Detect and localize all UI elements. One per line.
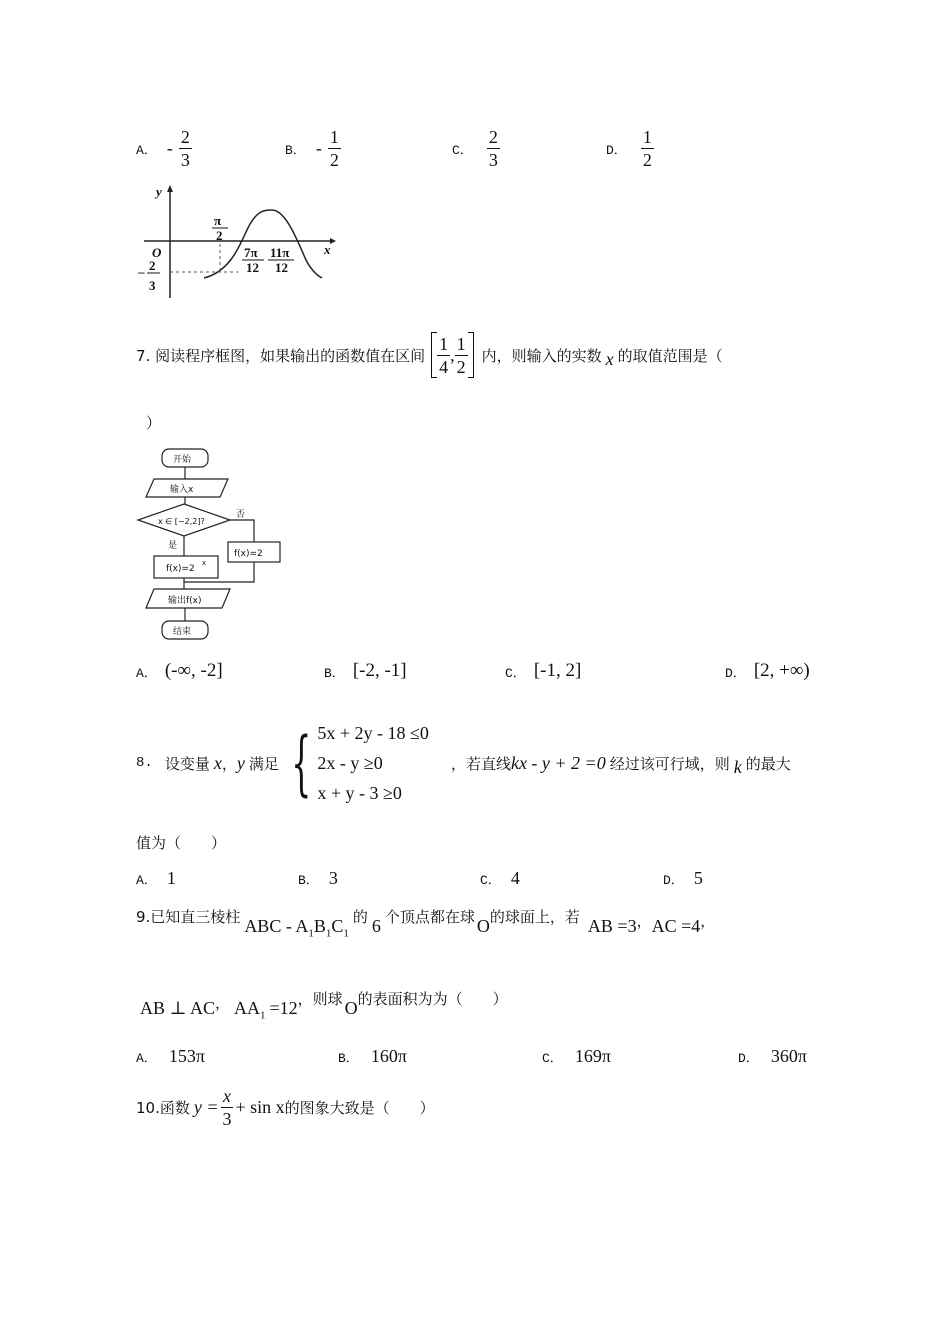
constraint-row-1: 5x + 2y - 18 ≤0 (317, 723, 429, 743)
x-axis-arrow (330, 238, 336, 244)
q9-option-d[interactable] (738, 1046, 807, 1067)
q9-six: 6 (371, 916, 381, 936)
option-label: B． (338, 1051, 359, 1066)
neg-sign: – (138, 264, 145, 279)
q9-option-c[interactable] (542, 1046, 611, 1067)
flow-output: 输出f(x) (168, 596, 202, 606)
q8-var-k: k (733, 756, 742, 777)
option-text: [-2, -1] (352, 660, 407, 681)
flow-input: 输入x (170, 485, 194, 495)
q6-option-d[interactable] (606, 128, 654, 169)
option-fraction: $\frac{1}{2}$ (329, 127, 339, 170)
option-label: A． (136, 1051, 157, 1066)
option-fraction: $\frac{1}{2}$ (642, 127, 652, 170)
q9-comma-2: ， (700, 912, 716, 930)
q9-stem-b: 的 (352, 908, 368, 926)
flow-start: 开始 (173, 455, 192, 465)
q7-flowchart (136, 446, 286, 642)
q8-stem (136, 718, 791, 808)
q9-ab: AB =3 (587, 916, 637, 936)
neg-den: 3 (149, 278, 156, 293)
q9-sphere-o: O (476, 916, 490, 936)
q7-stem (136, 330, 723, 380)
sine-curve (204, 210, 322, 278)
q9-aa: $AA_1 =12$ (233, 998, 298, 1022)
option-label: D． (738, 1051, 759, 1066)
constraint-row-3: x + y - 3 ≥0 (317, 783, 402, 803)
q8-line: kx - y + 2 =0 (510, 752, 606, 773)
option-label: D． (725, 665, 746, 681)
constraint-system (279, 718, 429, 808)
option-text: 360π (770, 1046, 807, 1066)
flow-f-yes-sup: x (202, 559, 207, 567)
option-text: 160π (370, 1046, 407, 1066)
q9-stem-d: 的球面上，若 (489, 908, 580, 926)
q8-sep: ， (221, 754, 237, 773)
q7-stem-text-a: 7. 阅读程序框图，如果输出的函数值在区间 (136, 346, 426, 365)
q9-stem-line2 (140, 988, 508, 1028)
q8-stem-b: 满足 (248, 754, 279, 773)
option-text: 1 (166, 868, 176, 888)
y-label: y (156, 184, 162, 199)
q7-option-c[interactable] (505, 660, 581, 682)
option-label: B． (324, 665, 345, 681)
q8-stem-c: ，若直线 (450, 754, 511, 773)
x-label: x (324, 242, 331, 257)
option-label: D． (663, 873, 684, 888)
q8-option-c[interactable] (480, 868, 520, 889)
interval-comma: , (450, 344, 455, 365)
q9-comma-3: ， (214, 994, 230, 1012)
option-label: C． (505, 665, 526, 681)
option-label: A． (136, 143, 157, 158)
option-text: 5 (693, 868, 703, 888)
q8-stem-f: 值为（ ） (136, 834, 227, 852)
q9-option-a[interactable] (136, 1046, 205, 1067)
q7-stem-close: ） (146, 414, 162, 432)
flow-end: 结束 (173, 627, 192, 637)
option-label: D． (606, 143, 627, 158)
q7-option-a[interactable] (136, 660, 223, 682)
tick2-den: 12 (275, 260, 288, 275)
q10-stem-a: 10.函数 (136, 1098, 190, 1117)
q10-stem (136, 1084, 435, 1130)
option-label: C． (542, 1051, 563, 1066)
q10-fy: y = (193, 1096, 219, 1117)
q6-option-a[interactable] (136, 128, 192, 169)
option-label: A． (136, 873, 157, 888)
option-text: 3 (328, 868, 338, 888)
q9-perp: AB ⊥ AC (140, 998, 215, 1018)
q8-option-b[interactable] (298, 868, 338, 889)
origin-label: O (152, 245, 162, 260)
option-label: C． (452, 143, 473, 158)
q6-option-c[interactable] (452, 128, 500, 169)
pi2-num: π (214, 213, 222, 228)
q9-comma-1: ， (636, 912, 652, 930)
q8-var-x: x (213, 752, 222, 773)
q8-stem-a: 设变量 (164, 754, 210, 773)
y-axis-arrow (167, 185, 173, 192)
option-label: B． (285, 143, 306, 158)
q9-stem-line1 (136, 906, 715, 946)
q9-stem-e: ，则球 (297, 990, 343, 1008)
q7-var-x: x (605, 348, 614, 369)
option-text: 153π (168, 1046, 205, 1066)
q9-stem-f: 的表面积为为（ ） (357, 990, 508, 1008)
q10-fraction: $\frac{x}{3}$ (222, 1085, 232, 1129)
option-text: [2, +∞) (753, 660, 810, 681)
flow-yes: 是 (168, 541, 178, 551)
option-text: [-1, 2] (533, 660, 582, 681)
q7-option-d[interactable] (725, 660, 810, 682)
close-bracket (468, 332, 474, 378)
q8-stem-d: 经过该可行域，则 (609, 754, 730, 773)
system-brace: { (291, 722, 312, 804)
option-sign: - (166, 138, 173, 158)
q8-number: 8. (136, 755, 153, 771)
q6-sine-graph (138, 180, 338, 302)
q8-option-d[interactable] (663, 868, 703, 889)
option-text: 169π (574, 1046, 611, 1066)
option-text: (-∞, -2] (164, 660, 223, 681)
interval-a-fraction: $\frac{1}{4}$ (439, 333, 449, 377)
neg-num: 2 (149, 258, 156, 273)
q7-stem-text-c: 的取值范围是（ (617, 346, 723, 365)
constraint-row-2: 2x - y ≥0 (317, 753, 383, 773)
q9-sphere-o-2: O (344, 998, 358, 1018)
q8-option-a[interactable] (136, 868, 176, 889)
flow-no: 否 (236, 510, 246, 520)
tick2-num: 11π (270, 245, 290, 260)
option-label: A． (136, 665, 157, 681)
flow-condition: x ∈ [−2,2]? (158, 517, 205, 526)
q7-stem-text-b: 内，则输入的实数 (481, 346, 602, 365)
q6-option-b[interactable] (285, 128, 341, 169)
q8-stem-e: 的最大 (745, 754, 791, 773)
tick1-den: 12 (246, 260, 259, 275)
q8-var-y: y (236, 752, 245, 773)
option-label: C． (480, 873, 501, 888)
q7-option-b[interactable] (324, 660, 407, 682)
flow-f-no: f(x)=2 (234, 549, 263, 559)
q9-prism: ABC - $A_1B_1C_1$ (244, 916, 349, 940)
option-sign: - (315, 138, 322, 158)
pi2-den: 2 (216, 228, 223, 243)
interval-b-fraction: $\frac{1}{2}$ (456, 333, 466, 377)
flow-f-yes: f(x)=2 (166, 564, 195, 574)
option-text: 4 (510, 868, 520, 888)
q9-ac: AC =4 (651, 916, 701, 936)
q10-stem-b: 的图象大致是（ ） (284, 1098, 435, 1117)
q9-option-b[interactable] (338, 1046, 407, 1067)
q10-fplus: + sin x (235, 1096, 285, 1117)
q9-stem-a: 9.已知直三棱柱 (136, 908, 241, 926)
option-fraction: $\frac{2}{3}$ (488, 127, 498, 170)
option-label: B． (298, 873, 319, 888)
q9-stem-c: 个顶点都在球 (384, 908, 475, 926)
option-fraction: $\frac{2}{3}$ (180, 127, 190, 170)
tick1-num: 7π (244, 245, 258, 260)
